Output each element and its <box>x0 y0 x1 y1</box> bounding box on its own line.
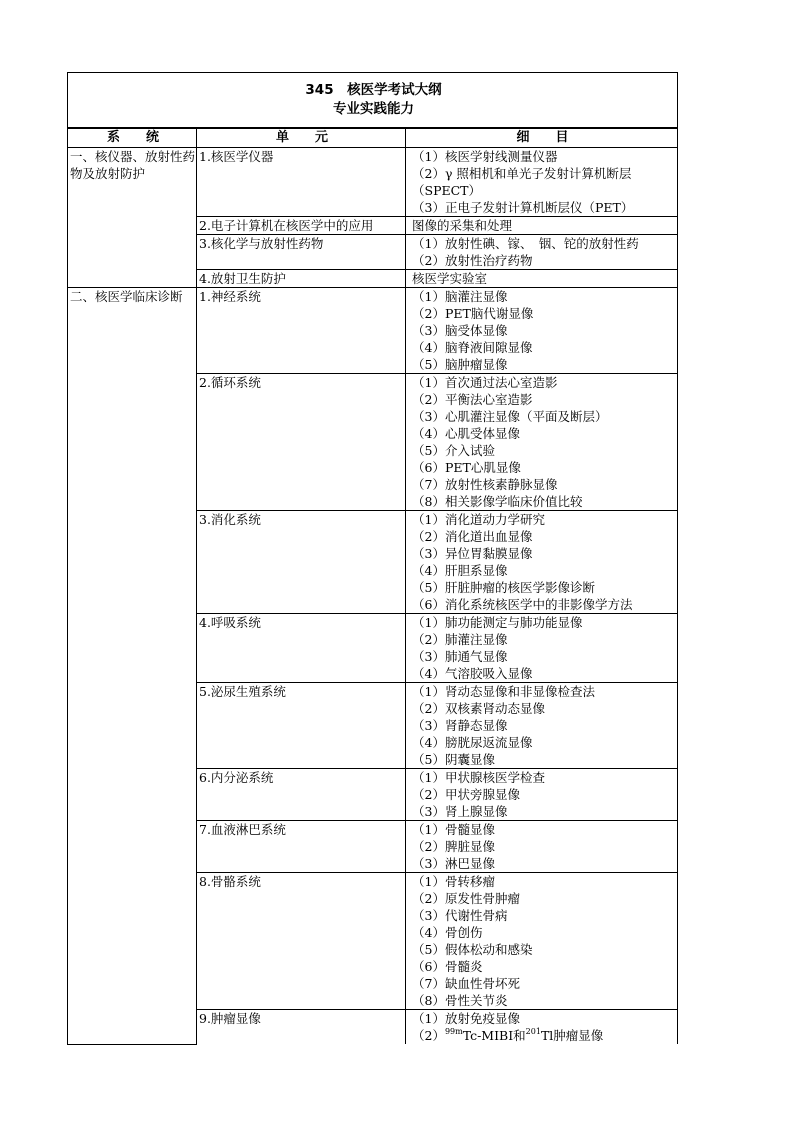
detail-cell <box>406 683 678 769</box>
unit-cell: 6.内分泌系统 <box>197 769 406 821</box>
detail-item: （8）相关影像学临床价值比较 <box>412 494 583 509</box>
detail-item: （1）核医学射线测量仪器 <box>412 149 558 164</box>
detail-cell <box>406 769 678 821</box>
unit-cell: 3.消化系统 <box>197 511 406 614</box>
detail-item: （3）淋巴显像 <box>412 856 495 871</box>
header-system: 系 统 <box>68 128 197 148</box>
detail-cell <box>406 821 678 873</box>
detail-item <box>412 1027 677 1044</box>
detail-item: （2）平衡法心室造影 <box>412 392 533 407</box>
detail-cell <box>406 873 678 1010</box>
header-detail: 细 目 <box>406 128 678 148</box>
detail-text: （2） <box>412 1028 445 1043</box>
detail-item: （1）肺功能测定与肺功能显像 <box>412 615 583 630</box>
table-row <box>68 288 678 374</box>
detail-item: （3）脑受体显像 <box>412 323 508 338</box>
detail-item: （6）PET心肌显像 <box>412 460 521 475</box>
unit-cell: 9.肿瘤显像 <box>197 1010 406 1045</box>
detail-cell <box>406 217 678 235</box>
table-row <box>68 148 678 217</box>
detail-item: （1）脑灌注显像 <box>412 289 508 304</box>
unit-cell: 2.电子计算机在核医学中的应用 <box>197 217 406 235</box>
detail-item: （3）心肌灌注显像（平面及断层） <box>412 409 608 424</box>
unit-cell: 1.核医学仪器 <box>197 148 406 217</box>
detail-item: （6）消化系统核医学中的非影像学方法 <box>412 597 633 612</box>
detail-item: （2）消化道出血显像 <box>412 529 533 544</box>
detail-item: （1）首次通过法心室造影 <box>412 375 558 390</box>
system-cell: 一、核仪器、放射性药物及放射防护 <box>68 148 197 288</box>
detail-item: （2）γ 照相机和单光子发射计算机断层 <box>412 166 632 181</box>
detail-item: （1）放射性碘、镓、 铟、铊的放射性药 <box>412 236 639 251</box>
detail-cell <box>406 148 678 217</box>
detail-text: Tc-MIBI和 <box>462 1028 526 1043</box>
detail-item: （5）介入试验 <box>412 443 495 458</box>
title-line-2: 专业实践能力 <box>333 101 414 117</box>
superscript: 99m <box>444 1027 463 1036</box>
detail-item: （1）骨转移瘤 <box>412 874 495 889</box>
detail-item: （2）肺灌注显像 <box>412 632 508 647</box>
detail-item: （2）双核素肾动态显像 <box>412 701 545 716</box>
detail-item: （5）脑肿瘤显像 <box>412 357 508 372</box>
detail-item: （2）PET脑代谢显像 <box>412 306 534 321</box>
detail-item: （7）放射性核素静脉显像 <box>412 477 558 492</box>
detail-text: Tl肿瘤显像 <box>540 1028 604 1043</box>
detail-cell <box>406 288 678 374</box>
detail-item: （6）骨髓炎 <box>412 959 483 974</box>
header-unit: 单 元 <box>197 128 406 148</box>
detail-item: （SPECT） <box>412 183 482 198</box>
detail-item: （4）心肌受体显像 <box>412 426 520 441</box>
detail-cell <box>406 511 678 614</box>
document-title <box>68 73 678 129</box>
detail-item: （3）肺通气显像 <box>412 649 508 664</box>
detail-cell <box>406 270 678 288</box>
unit-cell: 3.核化学与放射性药物 <box>197 235 406 270</box>
detail-cell <box>406 614 678 683</box>
unit-cell: 2.循环系统 <box>197 374 406 511</box>
unit-cell: 5.泌尿生殖系统 <box>197 683 406 769</box>
title-row <box>68 73 678 129</box>
unit-cell: 1.神经系统 <box>197 288 406 374</box>
detail-item: （5）阴囊显像 <box>412 752 495 767</box>
detail-cell <box>406 235 678 270</box>
detail-item: （7）缺血性骨坏死 <box>412 976 520 991</box>
detail-item: 图像的采集和处理 <box>412 218 513 233</box>
superscript: 201 <box>525 1027 541 1036</box>
detail-item: （3）正电子发射计算机断层仪（PET） <box>412 200 634 215</box>
detail-item: （4）脑脊液间隙显像 <box>412 340 533 355</box>
detail-item: （2）甲状旁腺显像 <box>412 787 520 802</box>
unit-cell: 8.骨骼系统 <box>197 873 406 1010</box>
syllabus-document <box>67 72 677 1045</box>
detail-item: （4）肝胆系显像 <box>412 563 508 578</box>
detail-cell <box>406 374 678 511</box>
detail-item: （4）骨创伤 <box>412 925 483 940</box>
unit-cell: 4.呼吸系统 <box>197 614 406 683</box>
unit-cell: 4.放射卫生防护 <box>197 270 406 288</box>
detail-item: （2）原发性骨肿瘤 <box>412 891 520 906</box>
detail-item: （5）假体松动和感染 <box>412 942 533 957</box>
detail-item: （1）甲状腺核医学检查 <box>412 770 545 785</box>
title-line-1: 345 核医学考试大纲 <box>305 82 442 98</box>
detail-item: （2）放射性治疗药物 <box>412 253 533 268</box>
detail-item: （2）脾脏显像 <box>412 839 495 854</box>
detail-item: （8）骨性关节炎 <box>412 993 508 1008</box>
header-row <box>68 128 678 148</box>
detail-item: （1）骨髓显像 <box>412 822 495 837</box>
detail-item: （4）气溶胶吸入显像 <box>412 666 533 681</box>
detail-item: （1）消化道动力学研究 <box>412 512 545 527</box>
detail-item: 核医学实验室 <box>412 271 488 286</box>
unit-cell: 7.血液淋巴系统 <box>197 821 406 873</box>
detail-item: （1）肾动态显像和非显像检查法 <box>412 684 595 699</box>
detail-item: （3）肾静态显像 <box>412 718 508 733</box>
detail-item: （3）异位胃黏膜显像 <box>412 546 533 561</box>
detail-item: （5）肝脏肿瘤的核医学影像诊断 <box>412 580 595 595</box>
detail-item: （3）代谢性骨病 <box>412 908 508 923</box>
detail-item: （3）肾上腺显像 <box>412 804 508 819</box>
detail-cell <box>406 1010 678 1045</box>
syllabus-table <box>67 72 678 1045</box>
detail-item: （1）放射免疫显像 <box>412 1011 520 1026</box>
system-cell: 二、核医学临床诊断 <box>68 288 197 1045</box>
detail-item: （4）膀胱尿返流显像 <box>412 735 533 750</box>
